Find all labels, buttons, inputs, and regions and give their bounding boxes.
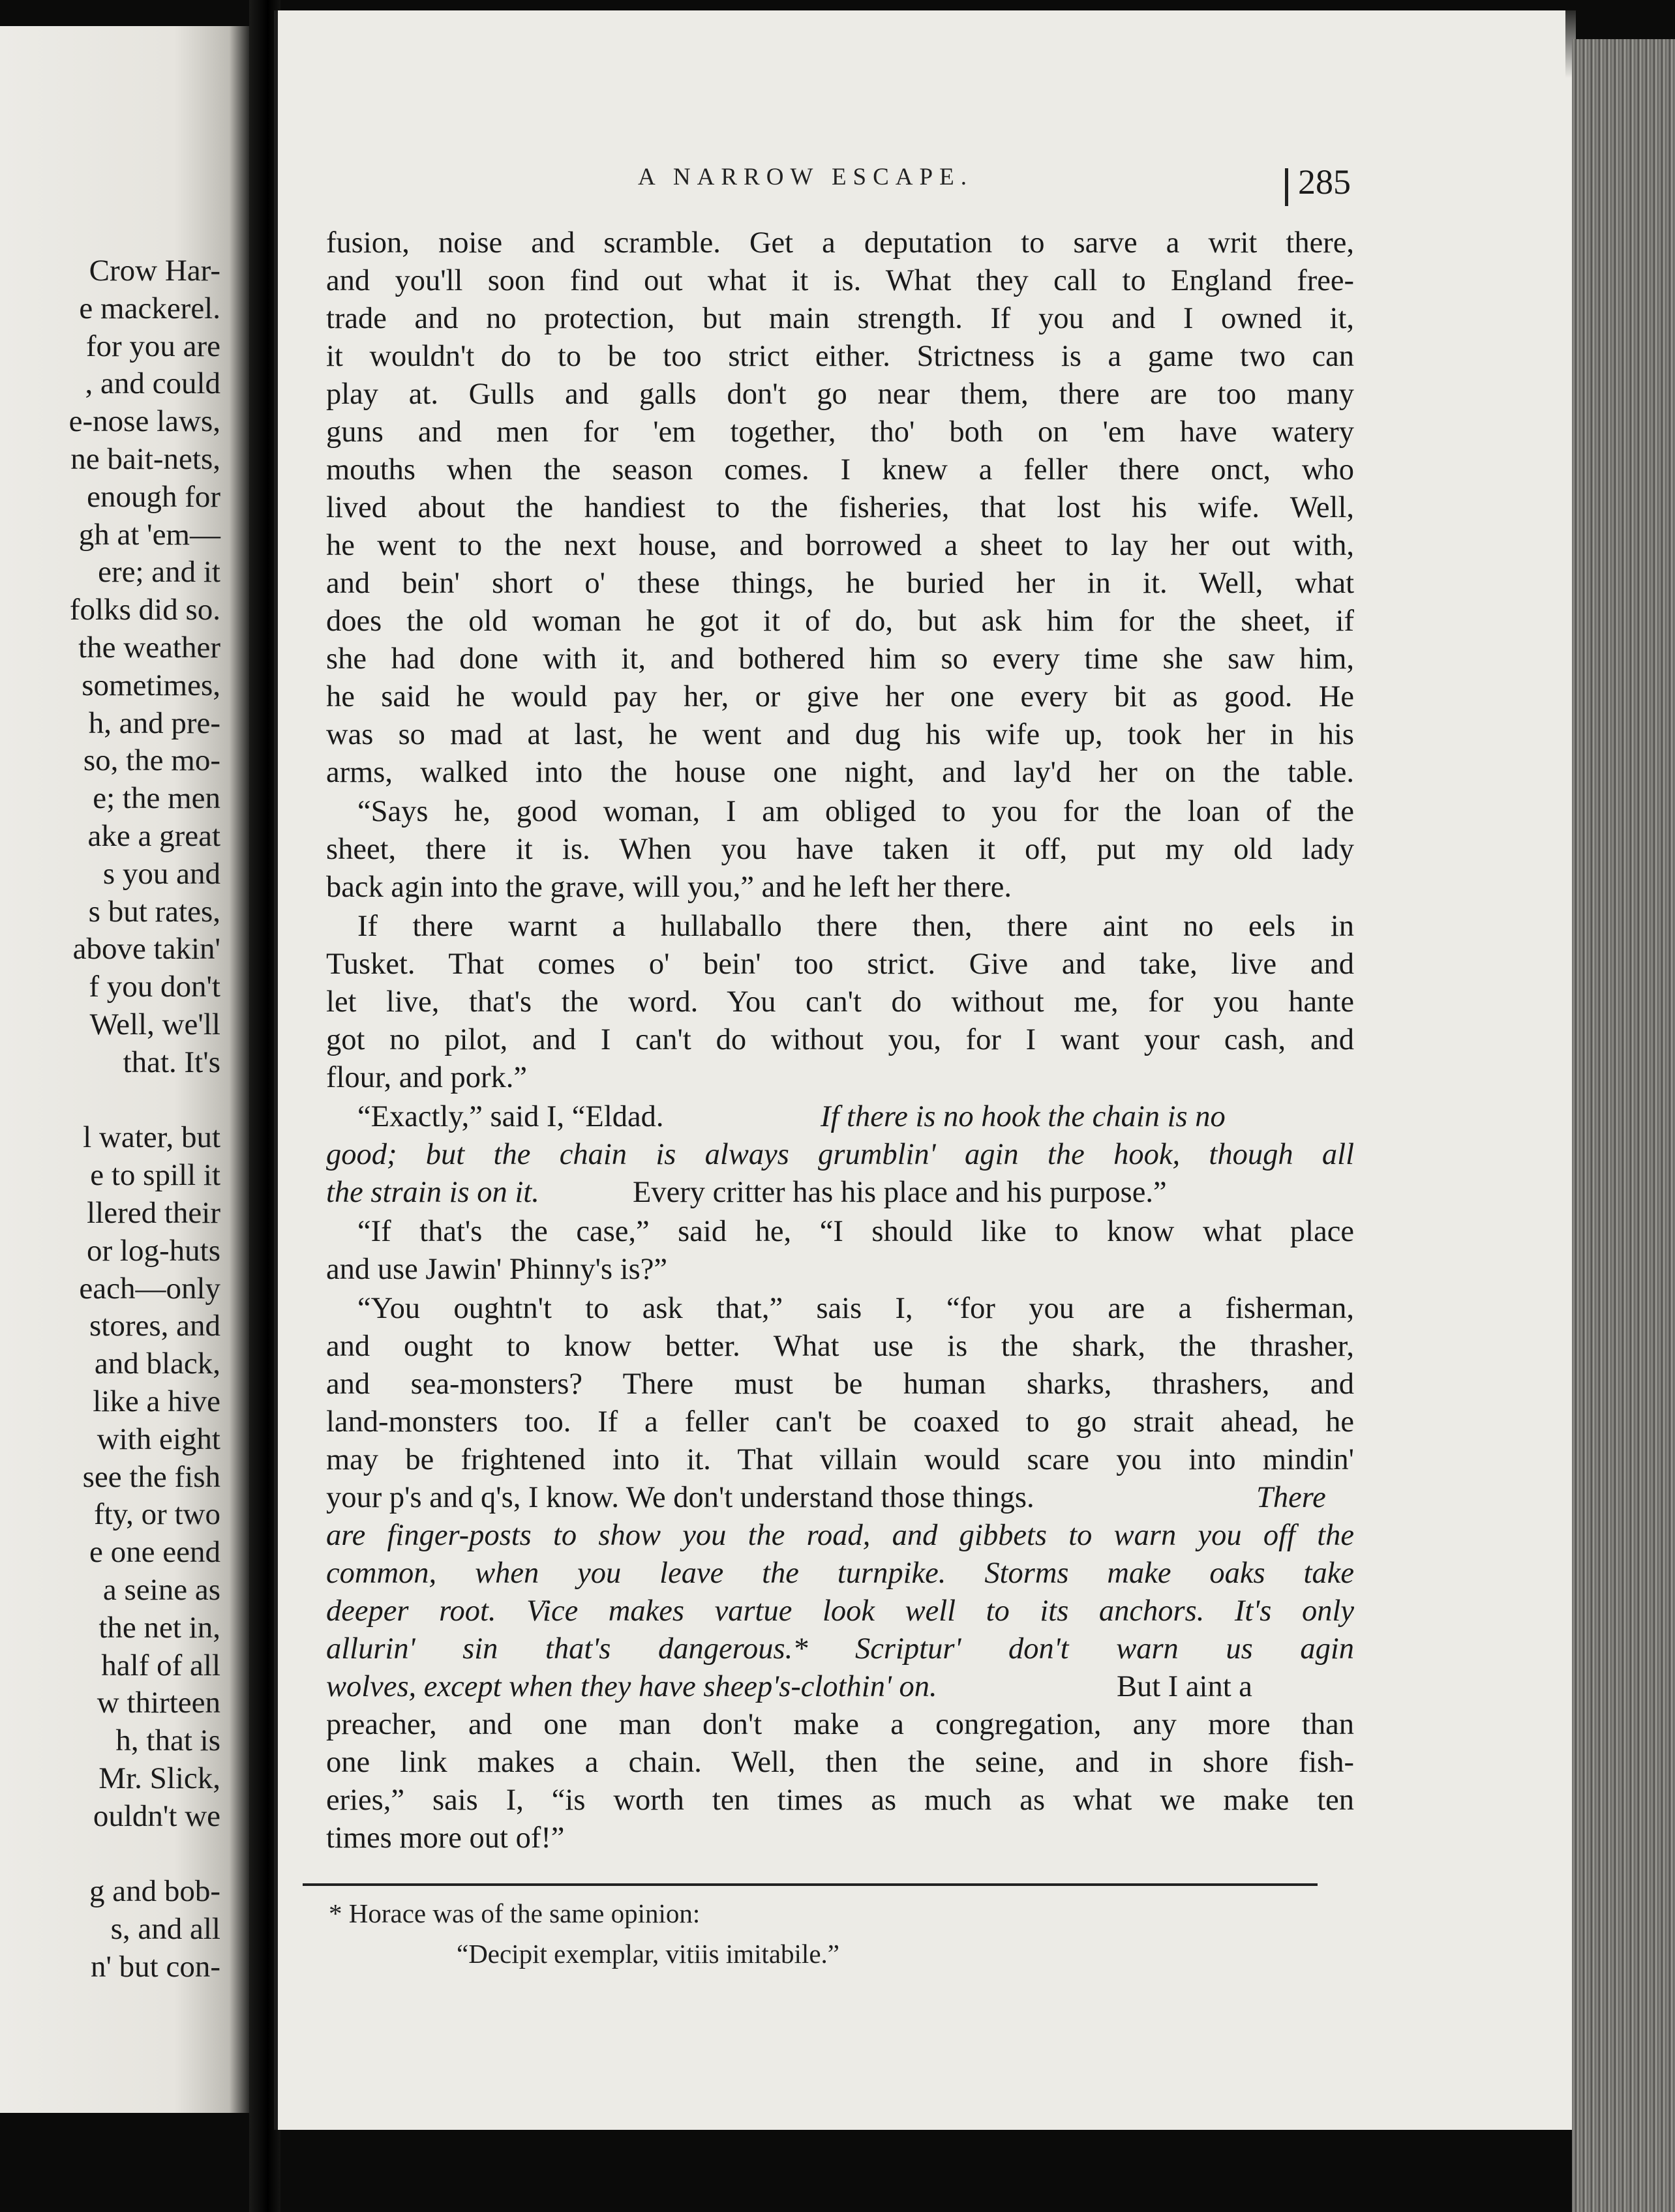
body-line: let live, that's the word. You can't do without me, for you hante	[326, 985, 1354, 1019]
body-line: are finger-posts to show you the road, and gibbets to warn you off the	[326, 1519, 1354, 1552]
left-page-line: s, and all	[110, 1912, 220, 1947]
body-line: was so mad at last, he went and dug his wife up, took her in his	[326, 718, 1354, 751]
footnote-line-2: “Decipit exemplar, vitiis imitabile.”	[457, 1939, 839, 1969]
left-page-line: so, the mo-	[83, 743, 220, 778]
body-line: may be frightened into it. That villain would scare you into mindin'	[326, 1443, 1354, 1476]
left-page-line: gh at 'em—	[78, 517, 220, 552]
body-line: mouths when the season comes. I knew a feller there onct, who	[326, 453, 1354, 486]
left-page-line: n' but con-	[90, 1950, 220, 1984]
body-line: times more out of!”	[326, 1821, 565, 1855]
footnote-line-1: * Horace was of the same opinion:	[329, 1898, 701, 1928]
left-page-line: with eight	[97, 1422, 220, 1456]
body-line: deeper root. Vice makes vartue look well to its anchors. It's only	[326, 1594, 1354, 1628]
left-page-line: folks did so.	[69, 593, 220, 627]
left-page-line: , and could	[85, 366, 220, 401]
body-line: allurin' sin that's dangerous.* Scriptur' don't warn us agin	[326, 1632, 1354, 1666]
body-line: Every critter has his place and his purpose.”	[633, 1176, 1167, 1209]
body-line: and ought to know better. What use is the shark, the thrasher,	[326, 1330, 1354, 1363]
body-line: back agin into the grave, will you,” and he left her there.	[326, 871, 1012, 904]
left-page-line: e one eend	[89, 1535, 220, 1570]
body-line: “You oughtn't to ask that,” sais I, “for you are a fisherman,	[357, 1292, 1354, 1325]
left-facing-page	[0, 26, 249, 2113]
left-page-line: Mr. Slick,	[98, 1761, 220, 1795]
body-line: If there is no hook the chain is no	[821, 1100, 1226, 1133]
body-line: There	[1256, 1481, 1326, 1514]
left-page-line: each—only	[79, 1271, 220, 1306]
body-line: preacher, and one man don't make a congregation, any more than	[326, 1708, 1354, 1741]
left-page-line: for you are	[85, 329, 220, 363]
body-line: your p's and q's, I know. We don't understand those things.	[326, 1481, 1034, 1514]
body-line: does the old woman he got it of do, but ask him for the sheet, if	[326, 605, 1354, 638]
left-page-line: enough for	[87, 479, 220, 514]
running-head: A NARROW ESCAPE.	[638, 164, 973, 190]
body-line: and use Jawin' Phinny's is?”	[326, 1253, 668, 1286]
body-line: trade and no protection, but main strength. If you and I owned it,	[326, 302, 1354, 335]
body-line: got no pilot, and I can't do without you, for I want your cash, and	[326, 1023, 1354, 1056]
left-page-line: a seine as	[102, 1573, 220, 1607]
footnote-rule	[303, 1883, 1318, 1886]
body-line: good; but the chain is always grumblin' agin the hook, though all	[326, 1138, 1354, 1171]
left-page-line: g and bob-	[89, 1874, 220, 1909]
left-page-line: ake a great	[87, 819, 220, 853]
left-page-line: stores, and	[89, 1309, 220, 1343]
page-number: 285	[1298, 162, 1351, 202]
left-page-line: l water, but	[83, 1120, 220, 1155]
body-line: wolves, except when they have sheep's-clothin' on.	[326, 1670, 937, 1703]
left-page-line: ere; and it	[98, 555, 220, 590]
body-line: play at. Gulls and galls don't go near them, there are too many	[326, 378, 1354, 411]
left-page-line: e-nose laws,	[68, 404, 220, 439]
left-page-line: e mackerel.	[79, 291, 220, 325]
body-line: fusion, noise and scramble. Get a deputation to sarve a writ there,	[326, 226, 1354, 260]
left-page-line: s but rates,	[88, 894, 220, 929]
body-line: he went to the next house, and borrowed a sheet to lay her out with,	[326, 529, 1354, 562]
body-line: the strain is on it.	[326, 1176, 539, 1209]
body-line: arms, walked into the house one night, and lay'd her on the table.	[326, 756, 1354, 789]
body-line: “If that's the case,” said he, “I should like to know what place	[357, 1215, 1354, 1248]
left-page-line: above takin'	[72, 932, 220, 966]
left-page-line: that. It's	[123, 1045, 220, 1079]
left-page-line: w thirteen	[97, 1686, 220, 1720]
body-line: flour, and pork.”	[326, 1061, 528, 1094]
body-line: sheet, there it is. When you have taken it off, put my old lady	[326, 833, 1354, 866]
body-line: he said he would pay her, or give her one every bit as good. He	[326, 680, 1354, 713]
body-line: eries,” sais I, “is worth ten times as much as what we make ten	[326, 1784, 1354, 1817]
left-page-line: ne bait-nets,	[70, 442, 220, 476]
left-page-line: like a hive	[93, 1384, 220, 1418]
left-page-line: llered their	[87, 1196, 220, 1230]
left-page-line: the net in,	[98, 1610, 220, 1645]
left-page-line: e to spill it	[90, 1158, 220, 1193]
left-page-line: sometimes,	[82, 668, 220, 702]
body-line: and you'll soon find out what it is. What they call to England free-	[326, 264, 1354, 297]
left-page-line: fty, or two	[93, 1497, 220, 1532]
body-line: and sea-monsters? There must be human sharks, thrashers, and	[326, 1368, 1354, 1401]
left-page-line: or log-huts	[87, 1233, 220, 1268]
left-page-line: s you and	[102, 856, 220, 891]
body-line: it wouldn't do to be too strict either. Strictness is a game two can	[326, 340, 1354, 373]
body-line: But I aint a	[1117, 1670, 1252, 1703]
page-edges	[1572, 39, 1675, 2212]
left-page-line: half of all	[101, 1648, 220, 1682]
header-bar	[1285, 168, 1288, 206]
left-page-line: and black,	[94, 1347, 220, 1381]
left-page-line: Crow Har-	[89, 254, 220, 288]
left-page-line: h, that is	[115, 1724, 220, 1758]
left-page-line: the weather	[78, 631, 220, 665]
body-line: “Exactly,” said I, “Eldad.	[357, 1100, 664, 1133]
body-line: one link makes a chain. Well, then the seine, and in shore fish-	[326, 1746, 1354, 1779]
body-line: she had done with it, and bothered him so every time she saw him,	[326, 642, 1354, 676]
body-line: land-monsters too. If a feller can't be coaxed to go strait ahead, he	[326, 1405, 1354, 1439]
body-line: lived about the handiest to the fisheries, that lost his wife. Well,	[326, 491, 1354, 524]
body-line: Tusket. That comes o' bein' too strict. Give and take, live and	[326, 948, 1354, 981]
left-page-line: ouldn't we	[93, 1799, 220, 1833]
body-line: guns and men for 'em together, tho' both on 'em have watery	[326, 415, 1354, 449]
body-line: “Says he, good woman, I am obliged to you for the loan of the	[357, 795, 1354, 828]
body-line: and bein' short o' these things, he buried her in it. Well, what	[326, 567, 1354, 600]
left-page-line: Well, we'll	[89, 1008, 220, 1041]
left-page-line: h, and pre-	[88, 706, 220, 740]
left-page-line: see the fish	[82, 1459, 220, 1494]
left-page-line: e; the men	[93, 781, 220, 816]
left-page-line: f you don't	[89, 970, 220, 1004]
body-line: If there warnt a hullaballo there then, there aint no eels in	[357, 910, 1354, 943]
body-line: common, when you leave the turnpike. Storms make oaks take	[326, 1557, 1354, 1590]
